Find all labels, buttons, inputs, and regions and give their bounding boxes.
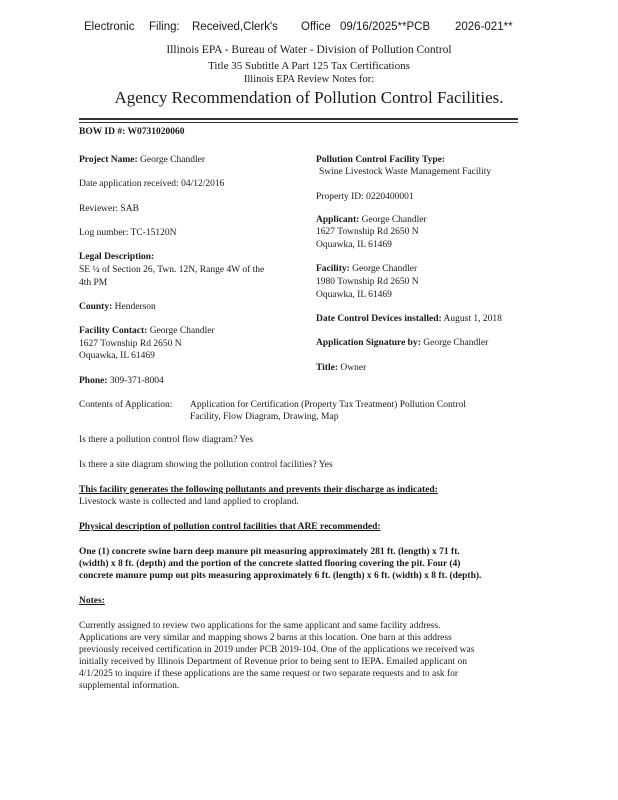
facility-address-2: Oquawka, IL 61469 — [316, 290, 392, 300]
application-signature-value: George Chandler — [423, 338, 489, 348]
contact-address-1: 1627 Township Rd 2650 N — [79, 339, 182, 349]
project-name — [79, 155, 205, 165]
project-name-value: George Chandler — [140, 155, 205, 165]
phone-label: Phone: — [79, 376, 108, 386]
signer-title-value: Owner — [340, 363, 367, 373]
site-diagram-question: Is there a site diagram showing the pollution control facilities? Yes — [79, 460, 333, 470]
applicant-address-1: 1627 Township Rd 2650 N — [316, 227, 419, 237]
reviewer — [79, 204, 139, 214]
legal-description-line-1: SE ¼ of Section 26, Twn. 12N, Range 4W of the — [79, 265, 265, 275]
facility-label: Facility: — [316, 264, 350, 274]
date-received-value: 04/12/2016 — [181, 179, 225, 189]
title-line-3: Illinois EPA Review Notes for: — [243, 74, 375, 85]
notes-line-4: initially received by Illinois Department of Revenue prior to being sent to IEPA. Emailed applicant on — [79, 657, 467, 667]
property-id — [316, 192, 414, 202]
physical-line-1: One (1) concrete swine barn deep manure pit measuring approximately 281 ft. (length) x 71 ft. — [79, 547, 460, 557]
stamp-date: 09/16/2025**PCB — [340, 21, 431, 33]
divider-bottom — [79, 122, 518, 123]
applicant-label: Applicant: — [316, 215, 360, 225]
applicant-address-2: Oquawka, IL 61469 — [316, 240, 392, 250]
reviewer-value: SAB — [120, 204, 139, 214]
contact-address-2: Oquawka, IL 61469 — [79, 351, 155, 361]
facility-contact-label: Facility Contact: — [79, 326, 148, 336]
notes-heading: Notes: — [79, 596, 105, 606]
county-label: County: — [79, 302, 113, 312]
legal-description-line-2: 4th PM — [79, 278, 108, 288]
bow-id: BOW ID #: W0731020060 — [79, 127, 185, 137]
stamp-office: Office — [301, 21, 331, 33]
physical-heading: Physical description of pollution control facilities that ARE recommended: — [79, 522, 381, 532]
notes-line-3: previously received certification in 2019 under PCB 2019-104. One of the applications we received was — [79, 645, 475, 655]
phone-value: 309-371-8004 — [109, 376, 164, 386]
stamp-case: 2026-021** — [455, 21, 513, 33]
property-id-label: Property ID: — [316, 192, 364, 202]
legal-description-label: Legal Description: — [79, 252, 155, 262]
title-line-2: Title 35 Subtitle A Part 125 Tax Certifications — [208, 60, 410, 72]
county — [79, 302, 156, 312]
notes-line-6: supplemental information. — [79, 681, 180, 691]
signer-title-label: Title: — [316, 363, 338, 373]
property-id-value: 0220400001 — [366, 192, 414, 202]
facility-contact — [79, 326, 215, 336]
log-number-value: TC-15120N — [130, 228, 177, 238]
pollutants-text: Livestock waste is collected and land applied to cropland. — [79, 497, 299, 507]
physical-line-2: (width) x 8 ft. (depth) and the portion of the concrete slatted flooring covering the pit. Four (4) — [79, 559, 461, 569]
contents-line-2: Facility, Flow Diagram, Drawing, Map — [190, 412, 339, 422]
notes-line-1: Currently assigned to review two applications for the same applicant and same facility address. — [79, 621, 441, 631]
log-number — [79, 228, 176, 238]
divider-top — [79, 118, 518, 120]
facility-value: George Chandler — [352, 264, 418, 274]
reviewer-label: Reviewer: — [79, 204, 119, 214]
flow-diagram-question: Is there a pollution control flow diagram? Yes — [79, 435, 254, 445]
application-signature — [316, 338, 488, 348]
facility-type-value: Swine Livestock Waste Management Facility — [319, 167, 492, 177]
notes-line-2: Applications are very similar and mapping shows 2 barns at this location. One barn at this address — [79, 633, 452, 643]
date-received — [79, 179, 224, 189]
facility — [316, 264, 417, 274]
contents-label: Contents of Application: — [79, 400, 173, 410]
page-title: Agency Recommendation of Pollution Control Facilities. — [114, 88, 504, 107]
stamp-electronic: Electronic — [84, 21, 135, 33]
installed-date-label: Date Control Devices installed: — [316, 314, 442, 324]
project-name-label: Project Name: — [79, 155, 138, 165]
applicant-value: George Chandler — [361, 215, 427, 225]
stamp-filing: Filing: — [149, 21, 180, 33]
log-number-label: Log number: — [79, 228, 129, 238]
facility-contact-value: George Chandler — [149, 326, 215, 336]
installed-date-value: August 1, 2018 — [443, 314, 502, 324]
physical-line-3: concrete manure pump out pits measuring approximately 6 ft. (length) x 6 ft. (width) x 8 ft. (depth). — [79, 571, 482, 581]
pollutants-heading: This facility generates the following pollutants and prevents their discharge as indicated: — [79, 485, 438, 495]
county-value: Henderson — [114, 302, 156, 312]
applicant — [316, 215, 427, 225]
signer-title — [316, 363, 366, 373]
contents-line-1: Application for Certification (Property Tax Treatment) Pollution Control — [190, 400, 466, 410]
facility-type-label: Pollution Control Facility Type: — [316, 155, 446, 165]
phone — [79, 376, 164, 386]
notes-line-5: 4/1/2025 to inquire if these applications are the same request or two separate requests and to ask for — [79, 669, 459, 679]
stamp-received: Received,Clerk's — [192, 21, 278, 33]
installed-date — [316, 314, 502, 324]
facility-address-1: 1980 Township Rd 2650 N — [316, 277, 419, 287]
application-signature-label: Application Signature by: — [316, 338, 421, 348]
date-received-label: Date application received: — [79, 179, 179, 189]
title-line-1: Illinois EPA - Bureau of Water - Division of Pollution Control — [166, 44, 452, 56]
